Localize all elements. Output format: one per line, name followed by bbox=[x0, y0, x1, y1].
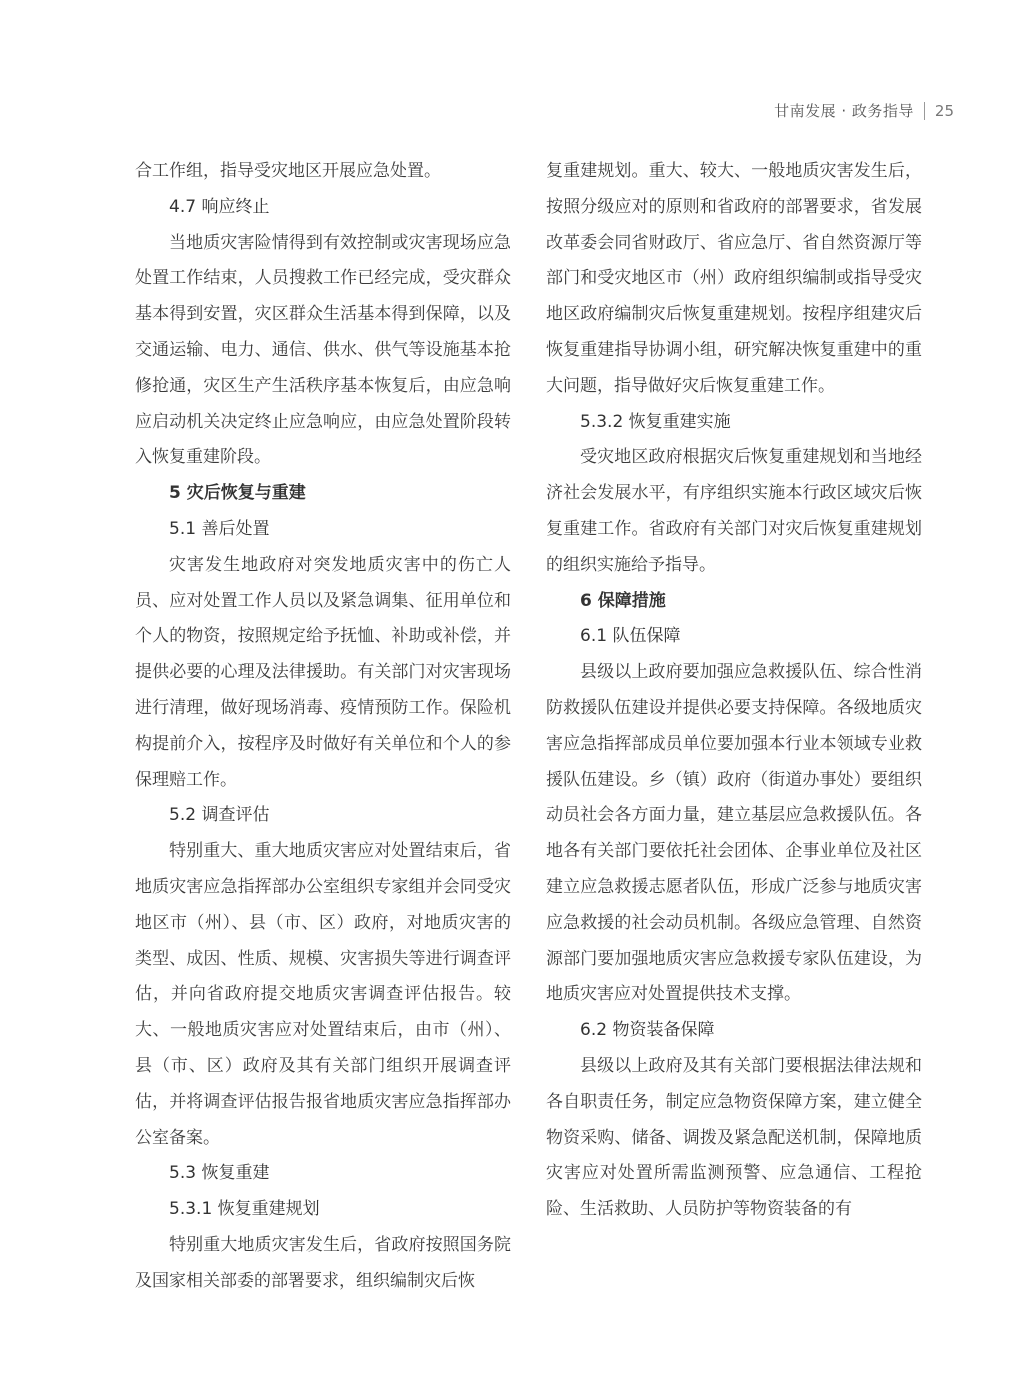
section-heading: 6 保障措施 bbox=[580, 590, 666, 611]
section-heading: 6.2 物资装备保障 bbox=[580, 1020, 715, 1041]
section-heading: 5.3 恢复重建 bbox=[169, 1163, 270, 1184]
section-heading: 5 灾后恢复与重建 bbox=[169, 483, 306, 504]
journal-title: 甘南发展 · 政务指导 bbox=[774, 102, 914, 120]
section-heading: 6.1 队伍保障 bbox=[580, 626, 681, 647]
section-heading: 5.3.1 恢复重建规划 bbox=[169, 1199, 320, 1220]
section-heading: 4.7 响应终止 bbox=[169, 196, 270, 217]
right-column bbox=[546, 154, 922, 1228]
paragraph: 复重建规划。重大、较大、一般地质灾害发生后，按照分级应对的原则和省政府的部署要求，省发展改革委会同省财政厅、省应急厅、省自然资源厅等部门和受灾地区市（州）政府组织编制或指导受灾地区政府编制灾后恢复重建规划。按程序组建灾后恢复重建指导协调小组，研究解决恢复重建中的重大问题，指导做好灾后恢复重建工作。 bbox=[546, 161, 922, 396]
paragraph: 县级以上政府及其有关部门要根据法律法规和各自职责任务，制定应急物资保障方案，建立健全物资采购、储备、调拨及紧急配送机制，保障地质灾害应对处置所需监测预警、应急通信、工程抢险、生活救助、人员防护等物资装备的有 bbox=[546, 1055, 922, 1220]
section-heading: 5.2 调查评估 bbox=[169, 805, 270, 826]
paragraph: 特别重大、重大地质灾害应对处置结束后，省地质灾害应急指挥部办公室组织专家组并会同受灾地区市（州）、县（市、区）政府，对地质灾害的类型、成因、性质、规模、灾害损失等进行调查评估，并向省政府提交地质灾害调查评估报告。较大、一般地质灾害应对处置结束后，由市（州）、县（市、区）政府及其有关部门组织开展调查评估，并将调查评估报告报省地质灾害应急指挥部办公室备案。 bbox=[135, 841, 511, 1148]
paragraph: 特别重大地质灾害发生后，省政府按照国务院及国家相关部委的部署要求，组织编制灾后恢 bbox=[135, 1234, 511, 1291]
paragraph: 受灾地区政府根据灾后恢复重建规划和当地经济社会发展水平，有序组织实施本行政区域灾后恢复重建工作。省政府有关部门对灾后恢复重建规划的组织实施给予指导。 bbox=[546, 447, 922, 575]
paragraph: 合工作组，指导受灾地区开展应急处置。 bbox=[135, 161, 441, 181]
paragraph: 当地质灾害险情得到有效控制或灾害现场应急处置工作结束，人员搜救工作已经完成，受灾群众基本得到安置，灾区群众生活基本得到保障，以及交通运输、电力、通信、供水、供气等设施基本抢修抢通，灾区生产生活秩序基本恢复后，由应急响应启动机关决定终止应急响应，由应急处置阶段转入恢复重建阶段。 bbox=[135, 232, 511, 468]
left-column bbox=[135, 154, 511, 1300]
section-heading: 5.1 善后处置 bbox=[169, 518, 270, 539]
paragraph: 县级以上政府要加强应急救援队伍、综合性消防救援队伍建设并提供必要支持保障。各级地质灾害应急指挥部成员单位要加强本行业本领域专业救援队伍建设。乡（镇）政府（街道办事处）要组织动员社会各方面力量，建立基层应急救援队伍。各地各有关部门要依托社会团体、企事业单位及社区建立应急救援志愿者队伍，形成广泛参与地质灾害应急救援的社会动员机制。各级应急管理、自然资源部门要加强地质灾害应急救援专家队伍建设，为地质灾害应对处置提供技术支撑。 bbox=[546, 662, 922, 1005]
running-header bbox=[774, 100, 954, 121]
header-divider bbox=[924, 102, 925, 120]
paragraph: 灾害发生地政府对突发地质灾害中的伤亡人员、应对处置工作人员以及紧急调集、征用单位和个人的物资，按照规定给予抚恤、补助或补偿，并提供必要的心理及法律援助。有关部门对灾害现场进行清理，做好现场消毒、疫情预防工作。保险机构提前介入，按程序及时做好有关单位和个人的参保理赔工作。 bbox=[135, 554, 511, 790]
page-number: 25 bbox=[934, 101, 954, 120]
section-heading: 5.3.2 恢复重建实施 bbox=[580, 411, 731, 432]
